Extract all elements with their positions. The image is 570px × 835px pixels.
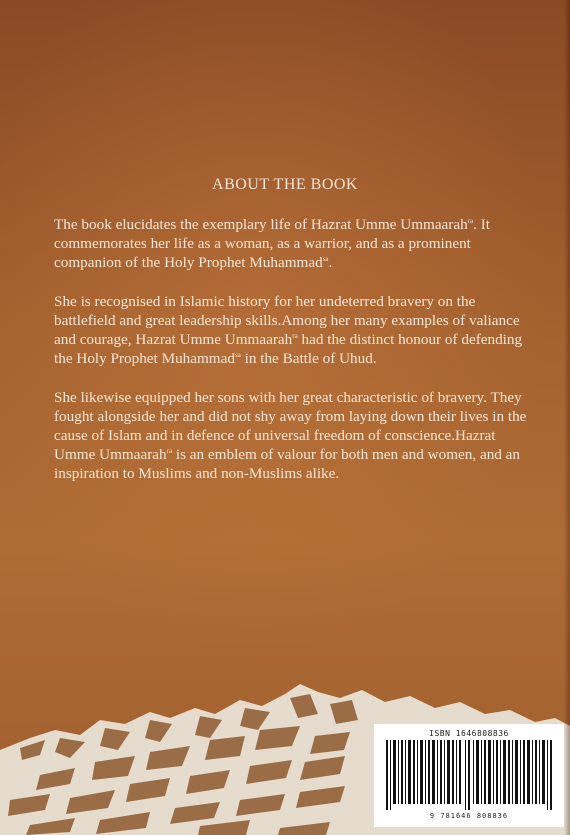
description-paragraph-3: She likewise equipped her sons with her great characteristic of bravery. They fought alongside her and did not shy away from laying down their lives in the cause of Islam and in defence of universal freedom of conscience.Hazrat Umme Ummaarah$^{ra}$ is an emblem of valour for both men and women, and an inspiration to Muslims and non-Muslims alike. xyxy=(54,389,527,482)
barcode-bars xyxy=(382,740,556,810)
description-paragraph-2: She is recognised in Islamic history for her undeterred bravery on the battlefield and great leadership skills.Among her many examples of valiance and courage, Hazrat Umme Ummaarah$^{ra}$ had the distinct honour of defending the Holy Prophet Muhammad$^{sa}$ in the Battle of Uhud. xyxy=(54,293,523,367)
isbn-label: ISBN 1646808836 xyxy=(429,729,509,738)
honorific-superscript: ra xyxy=(467,217,474,225)
section-heading: ABOUT THE BOOK xyxy=(212,176,358,193)
honorific-superscript: sa xyxy=(322,255,329,263)
honorific-superscript: ra xyxy=(166,447,173,455)
honorific-superscript: sa xyxy=(234,351,241,359)
cover-edge-shadow xyxy=(564,0,570,835)
isbn-barcode xyxy=(374,724,564,827)
barcode-digits: 9 781646 808836 xyxy=(429,812,509,820)
description-paragraph-1: The book elucidates the exemplary life of Hazrat Umme Ummaarah$^{ra}$. It commemorates her life as a woman, as a warrior, and as a prominent companion of the Holy Prophet Muhammad$^{sa}$. xyxy=(54,216,491,271)
honorific-superscript: ra xyxy=(292,332,298,340)
book-description xyxy=(54,215,532,503)
